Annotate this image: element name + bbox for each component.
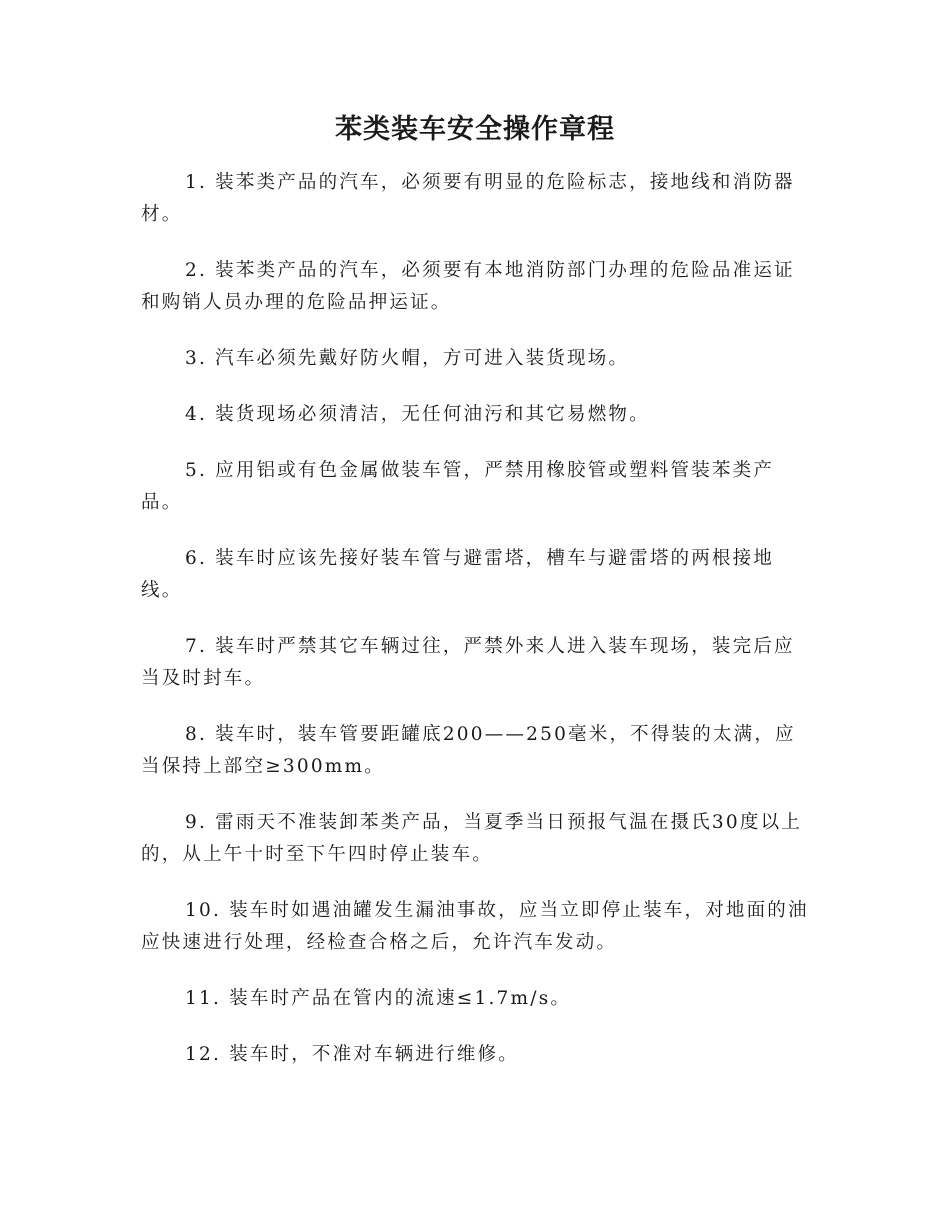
regulation-item-12: 12. 装车时，不准对车辆进行维修。: [185, 1044, 519, 1065]
regulation-item-9: 9. 雷雨天不准装卸苯类产品，当夏季当日预报气温在摄氏30度以上的，从上午十时至下午四时停止装车。: [141, 812, 802, 865]
regulation-item-10: 10. 装车时如遇油罐发生漏油事故，应当立即停止装车，对地面的油应快速进行处理，经检查合格之后，允许汽车发动。: [141, 900, 809, 953]
regulation-item-8: 8. 装车时，装车管要距罐底200——250毫米，不得装的太满，应当保持上部空≥300mm。: [141, 724, 796, 777]
regulation-item-3: 3. 汽车必须先戴好防火帽，方可进入装货现场。: [185, 348, 630, 369]
regulation-item-2: 2. 装苯类产品的汽车，必须要有本地消防部门办理的危险品准运证和购销人员办理的危险品押运证。: [141, 260, 795, 313]
regulation-item-1: 1. 装苯类产品的汽车，必须要有明显的危险标志，接地线和消防器材。: [141, 172, 795, 225]
document-title: 苯类装车安全操作章程: [335, 114, 615, 145]
regulation-item-6: 6. 装车时应该先接好装车管与避雷塔，槽车与避雷塔的两根接地线。: [141, 548, 775, 601]
document-body: [141, 167, 811, 1095]
regulation-item-7: 7. 装车时严禁其它车辆过往，严禁外来人进入装车现场，装完后应当及时封车。: [141, 636, 795, 689]
regulation-item-5: 5. 应用铝或有色金属做装车管，严禁用橡胶管或塑料管装苯类产品。: [141, 460, 775, 513]
regulation-item-4: 4. 装货现场必须清洁，无任何油污和其它易燃物。: [185, 404, 650, 425]
regulation-item-11: 11. 装车时产品在管内的流速≤1.7m/s。: [185, 988, 572, 1009]
